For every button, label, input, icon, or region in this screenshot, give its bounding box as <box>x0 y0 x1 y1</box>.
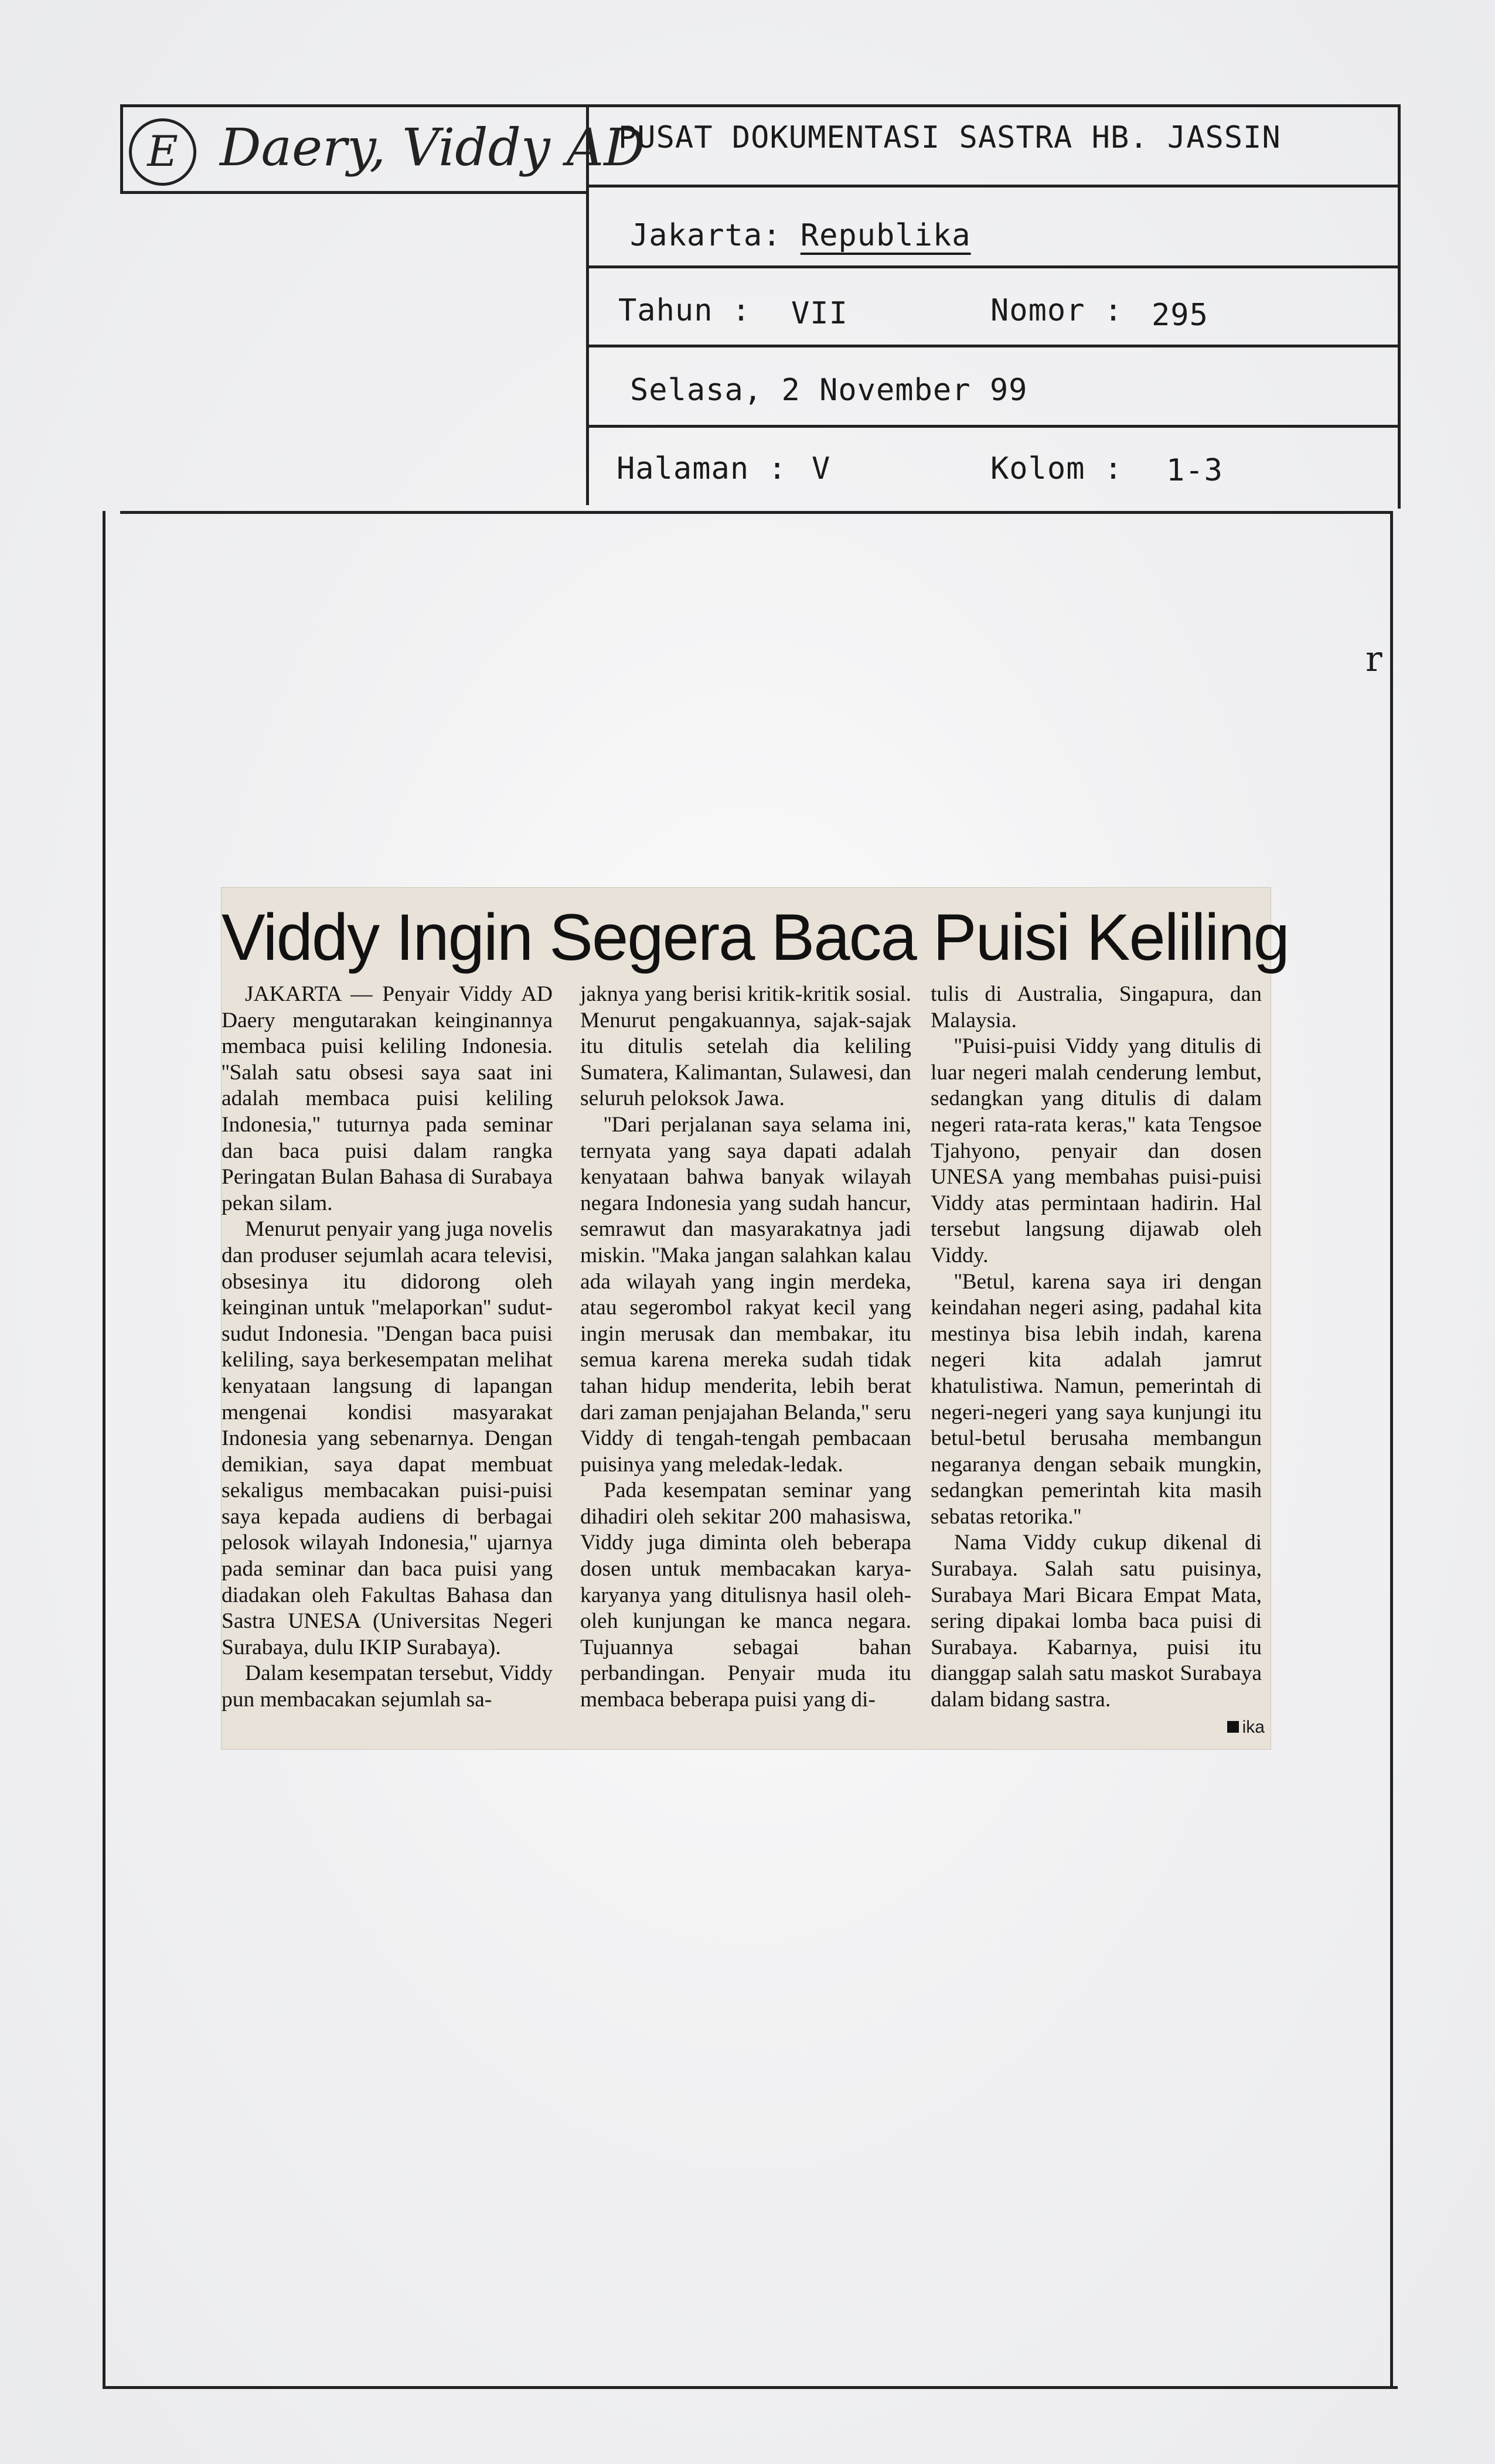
handwritten-name: Daery, Viddy AD <box>220 117 645 178</box>
handwritten-circle: E <box>129 118 196 186</box>
paragraph: ''Dari perjalanan saya selama ini, ternyata yang saya dapati adalah kenyataan bahwa banyak wilayah negara Indonesia yang sudah hancur, semrawut dan masyarakatnya jadi miskin. ''Maka jangan salahkan kalau ada wilayah yang ingin merdeka, atau segerombol rakyat kecil yang ingin merusak dan membakar, itu semua karena mereka sudah tidak tahan hidup menderita, lebih berat dari zaman penjajahan Belanda,'' seru Viddy di tengah-tengah pembacaan puisinya yang meledak-ledak. <box>580 1112 911 1477</box>
paragraph: Dalam kesempatan tersebut, Viddy pun membacakan sejumlah sa- <box>222 1661 553 1712</box>
publication-name: Republika <box>800 218 971 253</box>
header-left-edge <box>120 104 123 192</box>
paragraph: JAKARTA — Penyair Viddy AD Daery mengutarakan keinginannya membaca puisi keliling Indonesia. ''Salah satu obsesi saya saat ini adalah membaca puisi keliling Indonesia,'' tuturnya pada seminar dan baca puisi dalam rangka Peringatan Bulan Bahasa di Surabaya pekan silam. <box>222 982 553 1215</box>
number-label: Nomor : <box>990 293 1123 328</box>
paragraph: jaknya yang berisi kritik-kritik sosial. Menurut pengakuannya, sajak-sajak itu ditulis setelah dia keliling Sumatera, Kalimantan, Sulawesi, dan seluruh peloksok Jawa. <box>580 982 911 1111</box>
header-row-rule-3 <box>586 345 1398 347</box>
paragraph: ''Betul, karena saya iri dengan keindahan negeri asing, padahal kita mestinya bisa lebih indah, karena negeri kita adalah jamrut khatulistiwa. Namun, pemerintah di negeri-negeri yang saya kunjungi itu betul-betul berusaha membangun negaranya dengan sebaik mungkin, sedangkan pemerintah kita masih sebatas retorika.'' <box>931 1269 1262 1529</box>
article-column-3 <box>931 981 1262 1713</box>
signature-text: ika <box>1242 1717 1265 1737</box>
header-row-rule-2 <box>586 265 1398 268</box>
page-label: Halaman : <box>617 451 787 486</box>
paragraph: ''Puisi-puisi Viddy yang ditulis di luar negeri malah cenderung lembut, sedangkan yang ditulis di dalam negeri rata-rata keras,'' kata Tengsoe Tjahyono, penyair dan dosen UNESA yang membahas puisi-puisi Viddy atas permintaan hadirin. Hal tersebut langsung dijawab oleh Viddy. <box>931 1034 1262 1267</box>
end-mark-icon <box>1227 1721 1239 1733</box>
city-row <box>630 218 971 253</box>
header-row-rule-1 <box>586 185 1398 188</box>
author-signature <box>1227 1717 1265 1737</box>
frame-right-rule <box>1390 511 1393 2386</box>
year-value: VII <box>791 296 848 331</box>
paragraph: Nama Viddy cukup dikenal di Surabaya. Salah satu puisinya, Surabaya Mari Bicara Empat Mata, sering dipakai lomba baca puisi di Surabaya. Kabarnya, puisi itu dianggap salah satu maskot Surabaya dalam bidang sastra. <box>931 1531 1262 1712</box>
paragraph: Menurut penyair yang juga novelis dan produser sejumlah acara televisi, obsesinya itu didorong oleh keinginan untuk ''melaporkan'' sudut-sudut Indonesia. ''Dengan baca puisi keliling, saya berkesempatan melihat kenyataan langsung di lapangan mengenai kondisi masyarakat Indonesia yang sebenarnya. Dengan demikian, saya dapat membuat sekaligus membacakan puisi-puisi saya kepada audiens di berbagai pelosok wilayah Indonesia,'' ujarnya pada seminar dan baca puisi yang diadakan oleh Fakultas Bahasa dan Sastra UNESA (Universitas Negeri Surabaya, dulu IKIP Surabaya). <box>222 1217 553 1659</box>
newspaper-clipping <box>222 888 1289 1749</box>
date-text: Selasa, 2 November 99 <box>630 373 1028 408</box>
column-value: 1-3 <box>1166 453 1223 488</box>
institution-title: PUSAT DOKUMENTASI SASTRA HB. JASSIN <box>618 120 1281 155</box>
header-top-rule <box>120 104 1401 107</box>
article-column-2 <box>580 981 911 1713</box>
paragraph: tulis di Australia, Singapura, dan Malaysia. <box>931 982 1262 1032</box>
article-headline: Viddy Ingin Segera Baca Puisi Keliling <box>222 901 1289 974</box>
paragraph: Pada kesempatan seminar yang dihadiri oleh sekitar 200 mahasiswa, Viddy juga diminta oleh beberapa dosen untuk membacakan karya-karyanya yang ditulisnya hasil oleh-oleh kunjungan ke manca negara. Tujuannya sebagai bahan perbandingan. Penyair muda itu membaca beberapa puisi yang di- <box>580 1478 911 1712</box>
handwritten-annotation <box>129 117 645 199</box>
page-value: V <box>812 451 831 486</box>
margin-mark: r <box>1365 639 1382 680</box>
number-value: 295 <box>1152 298 1208 333</box>
city-label: Jakarta: <box>630 218 782 253</box>
header-row-rule-4 <box>586 425 1398 428</box>
article-column-1 <box>222 981 553 1713</box>
year-label: Tahun : <box>618 293 751 328</box>
column-label: Kolom : <box>990 451 1123 486</box>
header-right-edge <box>1398 104 1401 509</box>
